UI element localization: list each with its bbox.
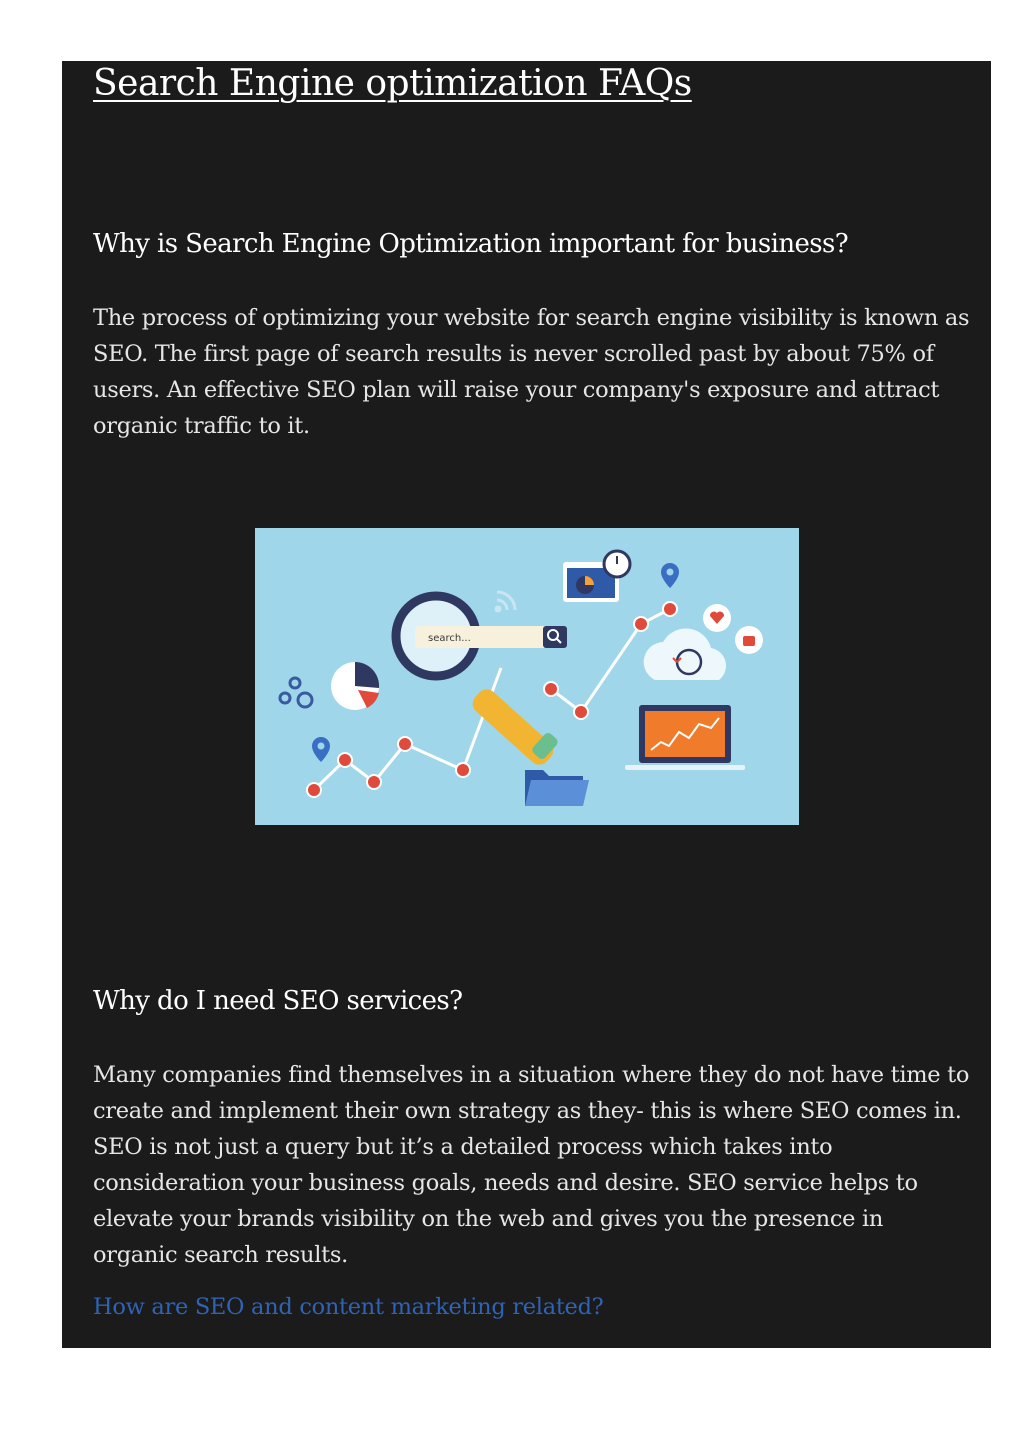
faq-question-2: Why do I need SEO services? [93,986,463,1016]
laptop-chart-icon [625,705,745,770]
cloud-sync-icon [644,628,726,680]
related-article-link[interactable]: How are SEO and content marketing related? [93,1294,604,1320]
seo-illustration [255,528,799,825]
page-title[interactable]: Search Engine optimization FAQs [93,63,692,104]
search-bar-text: search... [428,633,471,644]
faq-answer-1: The process of optimizing your website for search engine visibility is known as SEO. The first page of search results is never scrolled past by about 75% of users. An effective SEO plan will raise your company's exposure and attract organic traffic to it. [93,305,970,439]
gear-icon [280,678,312,707]
magnifier-icon [396,596,567,769]
location-pin-icon [312,563,679,762]
faq-question-1: Why is Search Engine Optimization important for business? [93,229,849,259]
heart-bubble-icon [703,604,731,632]
content-panel [62,61,991,1348]
thumbs-up-bubble-icon [735,626,763,654]
faq-answer-2: Many companies find themselves in a situation where they do not have time to create and implement their own strategy as they- this is where SEO comes in. SEO is not just a query but it’s a detailed process which takes into consideration your business goals, needs and desire. SEO service helps to elevate your brands visibility on the web and gives you the presence in organic search results. [93,1062,970,1268]
wifi-icon [496,592,515,611]
pie-chart-icon [331,662,379,710]
clock-icon [604,551,630,577]
folder-icon [525,770,589,806]
